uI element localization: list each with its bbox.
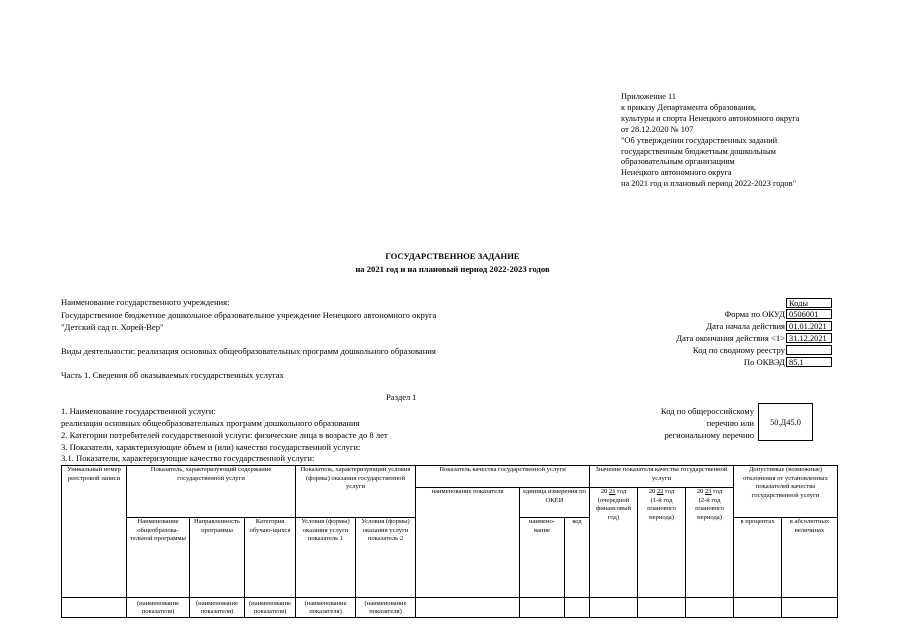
year-1-note: (очередной финансовый год) [595, 496, 632, 521]
header-condition-2: Условия (формы) оказания услуги показатель 2 [356, 518, 416, 598]
header-content-indicator: Показатель, характеризующий содержание государственной услуги [127, 466, 296, 498]
header-program-name: Наименование общеобразова-тельной программы [127, 518, 190, 598]
header-absolute: в абсолютных величинах [782, 518, 838, 598]
code-label-okud: Форма по ОКУД [724, 309, 785, 319]
header-condition-1: Условия (формы) оказания услуги показатель 1 [296, 518, 356, 598]
registry-code-label-2: перечню или [706, 418, 754, 428]
service-name: реализация основных общеобразовательных программ дошкольного образования [61, 418, 360, 428]
code-label-start-date: Дата начала действия [706, 321, 785, 331]
appendix-line: государственным бюджетным дошкольным [621, 146, 776, 156]
sub-indicator-name: (наименование показателя) [245, 598, 296, 618]
sub-indicator-name: (наименование показателя) [190, 598, 245, 618]
appendix-line: культуры и спорта Ненецкого автономного округа [621, 113, 800, 123]
appendix-line: Ненецкого автономного округа [621, 168, 732, 178]
header-unit-name: наимено-вание [520, 518, 565, 598]
year-1-value: 21 [608, 488, 616, 495]
appendix-line: от 28.12.2020 № 107 [621, 124, 694, 134]
code-value-start-date: 01.01.2021 [786, 321, 832, 331]
year-3-prefix: 20 [696, 488, 704, 495]
quality-indicators-table [61, 465, 838, 618]
header-quality-indicator: Показатель качества государственной услуги [416, 466, 590, 488]
year-3-note: (2-й год планового периода) [695, 496, 724, 521]
header-indicator-name: наименование показателя [416, 488, 520, 598]
code-value-end-date: 31.12.2021 [786, 333, 832, 343]
header-unique-number: Уникальный номер реестровой записи [62, 466, 127, 498]
header-unit: единица измерения по ОКЕИ [520, 488, 590, 518]
document-subtitle: на 2021 год и на плановый период 2022-2023 годов [355, 264, 550, 274]
sub-indicator-name: (наименование показателя) [127, 598, 190, 618]
consumer-category: 2. Категории потребителей государственной услуги: физические лица в возрасте до 8 лет [61, 430, 388, 440]
year-2-suffix: год [665, 488, 675, 495]
code-label-end-date: Дата окончания действия <1> [676, 333, 785, 343]
code-label-okved: По ОКВЭД [743, 357, 785, 367]
header-program-focus: Направленность программы [190, 518, 245, 598]
registry-code-value: 50.Д45.0 [758, 403, 813, 441]
appendix-line: к приказу Департамента образования, [621, 102, 757, 112]
header-year-2 [638, 488, 686, 598]
appendix-line: на 2021 год и плановый период 2022-2023 годов" [621, 179, 796, 189]
section-number: 1 [412, 392, 417, 402]
activity-type: Виды деятельности: реализация основных общеобразовательных программ дошкольного образования [61, 346, 436, 356]
indicators-heading: 3. Показатели, характеризующие объем и (или) качество государственной услуги: [61, 442, 361, 452]
year-1-suffix: год [617, 488, 627, 495]
year-2-value: 22 [656, 488, 664, 495]
registry-code-label-1: Код по общероссийскому [660, 406, 754, 416]
appendix-line: "Об утверждении государственных заданий [621, 135, 778, 145]
header-year-3 [686, 488, 734, 598]
quality-indicators-heading: 3.1. Показатели, характеризующие качество государственной услуги: [61, 453, 315, 463]
code-label-registry: Код по сводному реестру [692, 345, 785, 355]
appendix-line: Приложение 11 [621, 92, 677, 101]
document-title: ГОСУДАРСТВЕННОЕ ЗАДАНИЕ [385, 251, 520, 261]
year-3-suffix: год [713, 488, 723, 495]
code-value-okud: 0506001 [786, 309, 832, 319]
registry-code-label-3: региональному перечню [664, 430, 754, 440]
sub-indicator-name: (наименование показателя) [296, 598, 356, 618]
header-conditions-indicator: Показатель, характеризующий условия (формы) оказания государственной услуги [296, 466, 416, 498]
institution-name-2: "Детский сад п. Хорей-Вер" [61, 322, 164, 332]
appendix-line: образовательным организациям [621, 157, 735, 167]
sub-indicator-name: (наименование показателя) [356, 598, 416, 618]
year-2-prefix: 20 [648, 488, 656, 495]
year-3-value: 23 [704, 488, 712, 495]
header-indicator-value: Значение показателя качества государственной услуги [590, 466, 734, 488]
service-name-label: 1. Наименование государственной услуги: [61, 406, 216, 416]
section-label: Раздел [386, 392, 411, 402]
header-percent: в процентах [734, 518, 782, 598]
header-year-1 [590, 488, 638, 598]
header-deviation: Допустимые (возможные) отклонения от установленных показателей качества государственной услуги [734, 466, 838, 518]
appendix-block [621, 92, 799, 190]
institution-label: Наименование государственного учреждения: [61, 297, 230, 307]
header-unit-code: код [565, 518, 590, 598]
code-value-registry [786, 345, 832, 355]
header-student-category: Категория обучаю-щихся [245, 518, 296, 598]
institution-name: Государственное бюджетное дошкольное образовательное учреждение Ненецкого автономного округа [61, 310, 437, 320]
year-1-prefix: 20 [600, 488, 608, 495]
codes-header: Коды [786, 298, 832, 308]
part-heading: Часть 1. Сведения об оказываемых государственных услугах [61, 370, 284, 380]
year-2-note: (1-й год планового периода) [647, 496, 676, 521]
code-value-okved: 85.1 [786, 357, 832, 367]
